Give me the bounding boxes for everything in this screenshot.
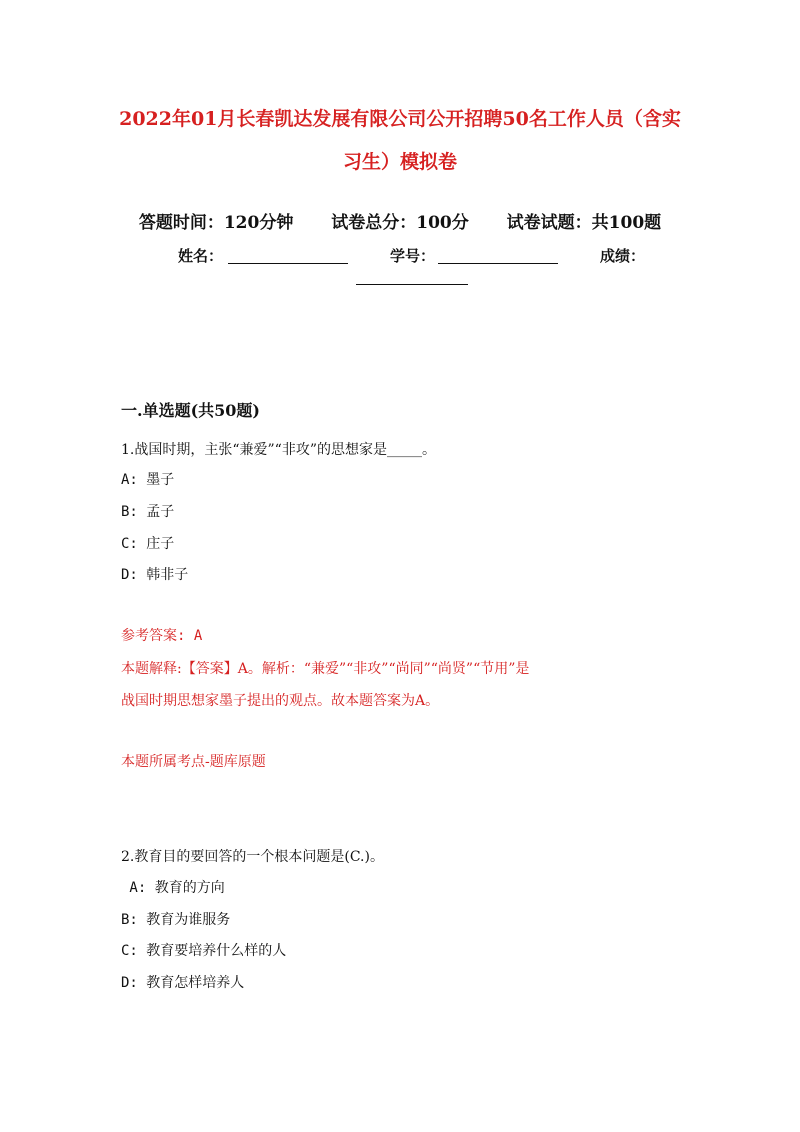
question-1-option-d: D: 韩非子 [121,567,189,583]
name-label: 姓名： [178,247,224,265]
question-2-stem: 2.教育目的要回答的一个根本问题是(C.)。 [121,849,384,865]
grade-blank[interactable] [356,266,468,285]
question-2-option-a: A: 教育的方向 [121,880,225,896]
exam-title-line-2: 习生）模拟卷 [342,151,457,173]
student-id-label: 学号： [390,247,436,265]
question-1-option-c: C: 庄子 [121,536,175,552]
student-id-blank[interactable] [438,245,558,264]
name-blank[interactable] [228,245,348,264]
exam-meta-row [0,212,800,234]
exam-question-count: 试卷试题：共100题 [506,213,662,233]
question-1-option-a: A: 墨子 [121,472,175,488]
question-2-option-d: D: 教育怎样培养人 [121,975,245,991]
question-2-option-c: C: 教育要培养什么样的人 [121,943,287,959]
question-1-explanation-line-1: 本题解释:【答案】A。解析：“兼爱”“非攻”“尚同”“尚贤”“节用”是 [121,661,530,677]
question-1-source: 本题所属考点-题库原题 [121,754,266,770]
question-1-stem: 1.战国时期，主张“兼爱”“非攻”的思想家是_____。 [121,442,436,458]
section-title: 一.单选题(共50题) [121,401,260,420]
exam-total-score: 试卷总分：100分 [331,213,469,233]
question-2-option-b: B: 教育为谁服务 [121,912,231,928]
question-1-option-b: B: 孟子 [121,504,175,520]
exam-time: 答题时间：120分钟 [138,213,294,233]
question-1-answer: 参考答案: A [121,628,203,644]
question-1-explanation-line-2: 战国时期思想家墨子提出的观点。故本题答案为A。 [121,693,440,709]
grade-label: 成绩： [600,247,646,265]
exam-title-line-1: 2022年01月长春凯达发展有限公司公开招聘50名工作人员（含实 [119,108,681,130]
